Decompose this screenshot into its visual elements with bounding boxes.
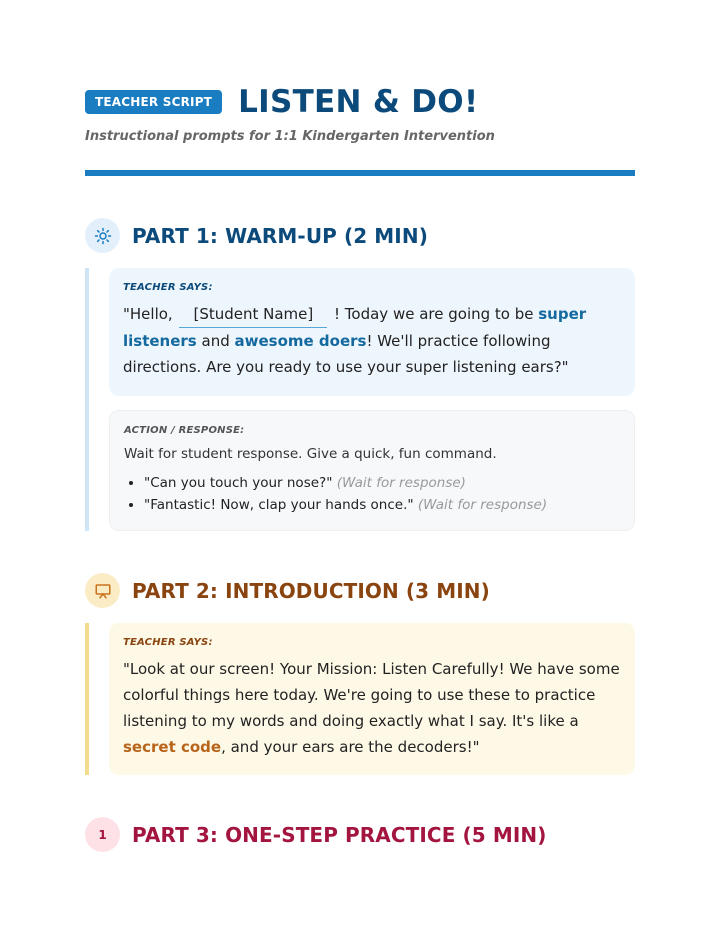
part1-heading xyxy=(85,218,428,253)
page-subtitle: Instructional prompts for 1:1 Kindergarten Intervention xyxy=(85,129,495,144)
script-page xyxy=(85,0,635,932)
script-text: and xyxy=(196,332,235,350)
script-text: ! We'll practice following directions. Are you ready to use your super listening ears?" xyxy=(123,332,569,376)
part1-accent-bar xyxy=(85,268,89,531)
teacher-script-badge: TEACHER SCRIPT xyxy=(85,90,222,114)
part2-script-text xyxy=(123,656,621,760)
action-instructions: Wait for student response. Give a quick, fun command. xyxy=(124,446,497,462)
part2-teacher-says-card xyxy=(109,623,635,775)
step-number-badge xyxy=(85,817,120,852)
part1-title: PART 1: WARM-UP (2 MIN) xyxy=(132,223,428,248)
action-response-label: ACTION / RESPONSE: xyxy=(124,425,245,436)
highlight-secret-code: secret code xyxy=(123,738,222,756)
page-title: LISTEN & DO! xyxy=(238,84,479,120)
command-text: "Can you touch your nose?" xyxy=(144,475,333,491)
part3-title: PART 3: ONE-STEP PRACTICE (5 MIN) xyxy=(132,822,547,847)
command-text: "Fantastic! Now, clap your hands once." xyxy=(144,497,414,513)
wait-note: (Wait for response) xyxy=(417,497,548,513)
sun-icon xyxy=(85,218,120,253)
wait-note: (Wait for response) xyxy=(336,475,466,491)
part1-action-card xyxy=(109,410,635,531)
teacher-says-label: TEACHER SAYS: xyxy=(123,637,213,648)
highlight-awesome-doers: awesome doers xyxy=(234,332,367,350)
script-text: , and your ears are the decoders!" xyxy=(221,738,480,756)
header xyxy=(85,84,478,120)
part2-title: PART 2: INTRODUCTION (3 MIN) xyxy=(132,578,490,603)
part2-accent-bar xyxy=(85,623,89,775)
teacher-says-label: TEACHER SAYS: xyxy=(123,282,213,293)
list-item xyxy=(144,494,620,516)
part2-heading xyxy=(85,573,490,608)
presentation-icon xyxy=(85,573,120,608)
part1-teacher-says-card xyxy=(109,268,635,396)
part1-script-text xyxy=(123,301,621,380)
highlight-super-listeners: super listeners xyxy=(123,305,587,350)
script-text: "Look at our screen! Your Mission: Listen Carefully! We have some colorful things here today. We're going to use these to practice listening to my words and doing exactly what I say. It's like a xyxy=(123,660,620,730)
step-number: 1 xyxy=(98,827,107,842)
script-text: "Hello, xyxy=(123,305,178,323)
list-item xyxy=(144,472,620,494)
part3-heading xyxy=(85,817,546,852)
header-divider xyxy=(85,170,635,176)
command-list xyxy=(124,472,620,516)
student-name-blank: [Student Name] xyxy=(179,301,327,328)
script-text: ! Today we are going to be xyxy=(329,305,539,323)
